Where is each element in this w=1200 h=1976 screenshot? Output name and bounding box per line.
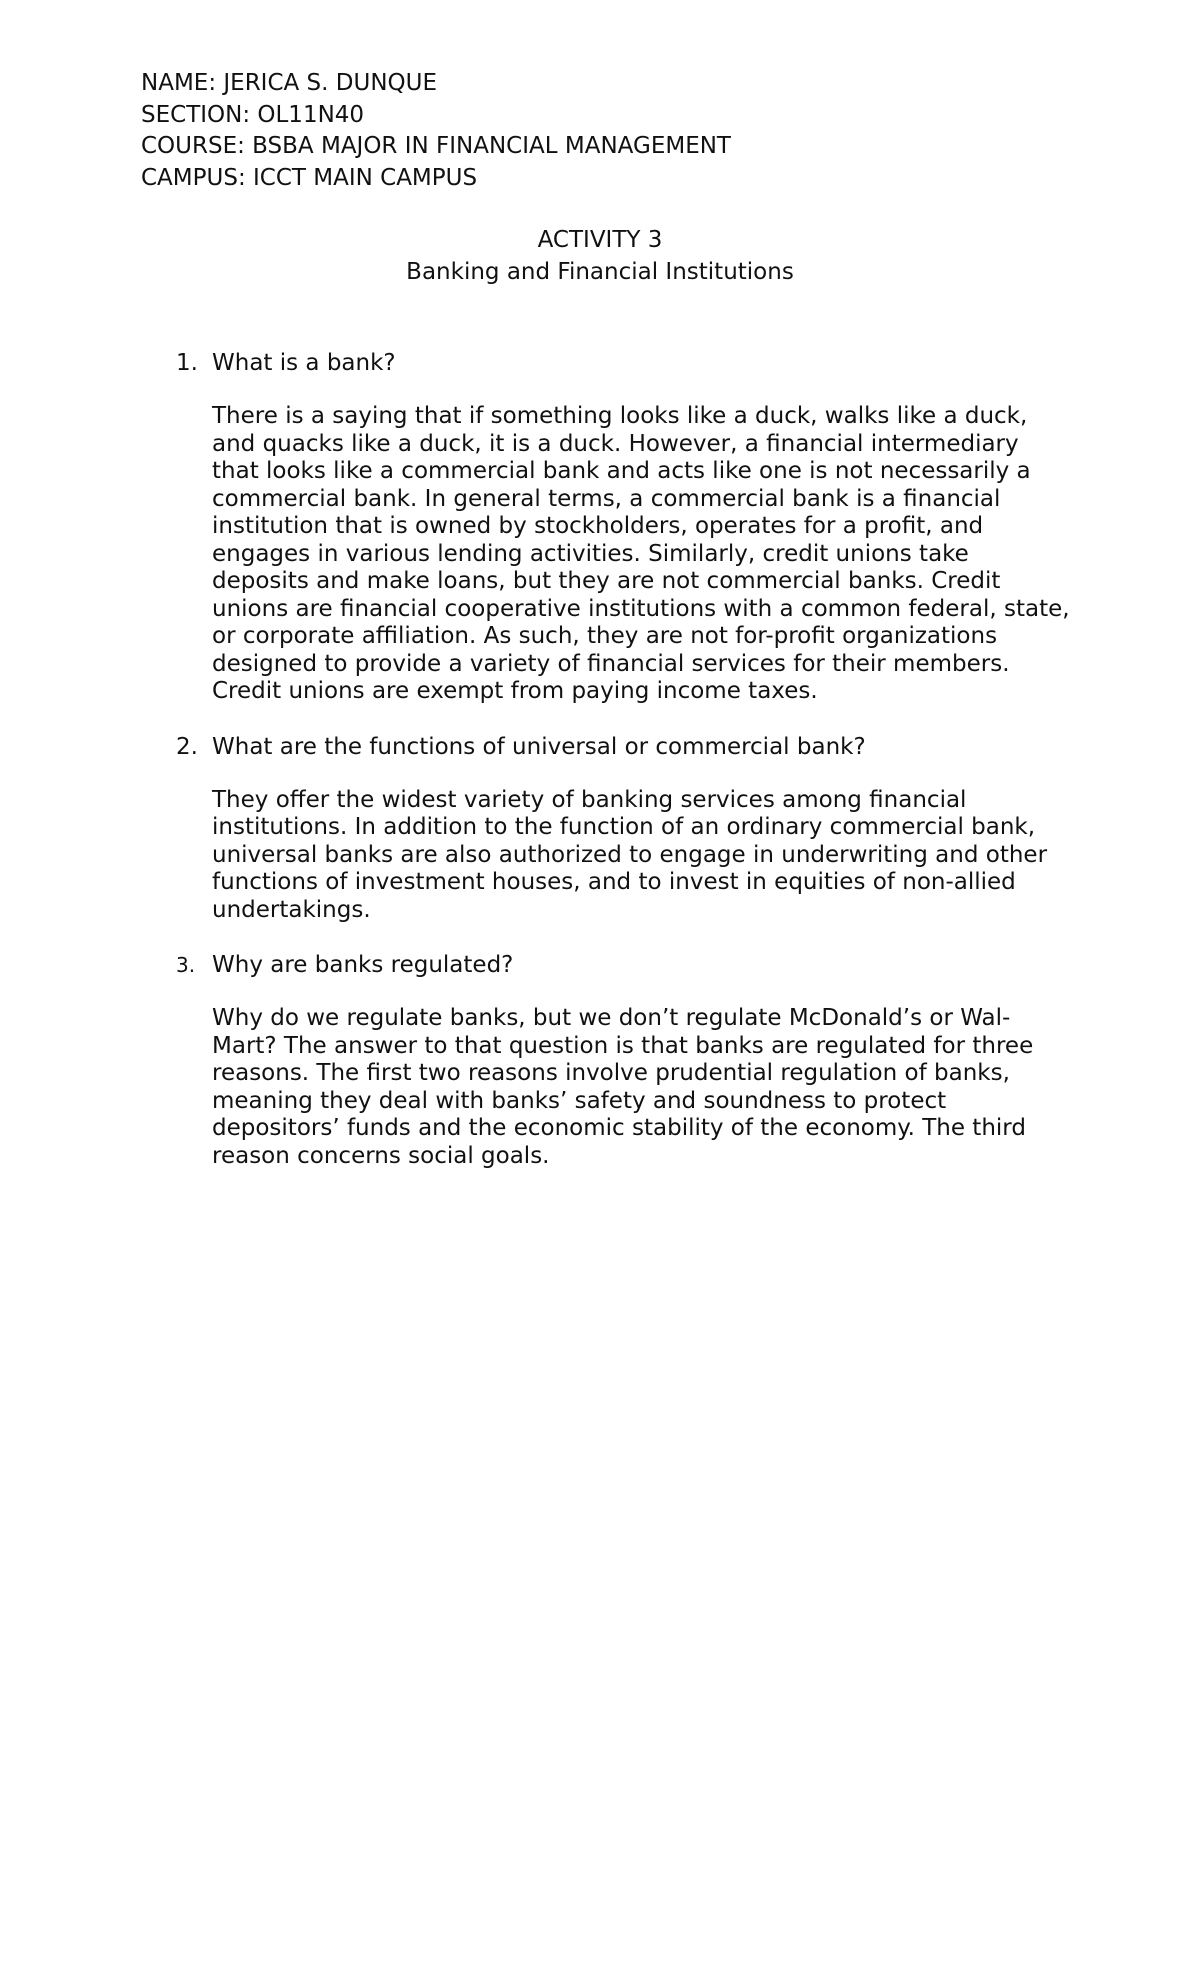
question-list [172,348,1072,1196]
activity-title: ACTIVITY 3 [537,227,663,253]
document-title-block [0,225,1200,288]
question-number: 2. [176,733,198,760]
question-item [172,732,1072,925]
question-text: What are the functions of universal or commercial bank? [212,733,866,760]
question-text: What is a bank? [212,350,396,376]
student-name: NAME: JERICA S. DUNQUE [141,70,438,96]
student-section: SECTION: OL11N40 [141,101,365,128]
question-item [172,348,1072,706]
student-info-header [141,68,1041,194]
student-course: COURSE: BSBA MAJOR IN FINANCIAL MANAGEMENT [141,133,731,159]
question-number: 3. [176,953,196,977]
question-number: 1. [176,350,198,376]
student-campus: CAMPUS: ICCT MAIN CAMPUS [141,164,478,191]
answer-text: There is a saying that if something looks like a duck, walks like a duck, and quacks like a duck, it is a duck. However, a financial intermediary that looks like a commercial bank and acts like one is not necessarily a commercial bank. In general terms, a commercial bank is a financial institution that is owned by stockholders, operates for a profit, and engages in various lending activities. Similarly, credit unions take deposits and make loans, but they are not commercial banks. Credit unions are financial cooperative institutions with a common federal, state, or corporate affiliation. As such, they are not for-profit organizations designed to provide a variety of financial services for their members. Credit unions are exempt from paying income taxes. [212,403,1070,704]
answer-text: They offer the widest variety of banking services among financial institutions. In addition to the function of an ordinary commercial bank, universal banks are also authorized to engage in underwriting and other functions of investment houses, and to invest in equities of non-allied undertakings. [212,786,1048,923]
question-item [172,950,1072,1170]
answer-text: Why do we regulate banks, but we don’t regulate McDonald’s or Wal-Mart? The answer to that question is that banks are regulated for three reasons. The first two reasons involve prudential regulation of banks, meaning they deal with banks’ safety and soundness to protect depositors’ funds and the economic stability of the economy. The third reason concerns social goals. [212,1005,1034,1169]
activity-subtitle: Banking and Financial Institutions [406,258,794,285]
question-text: Why are banks regulated? [212,952,514,978]
